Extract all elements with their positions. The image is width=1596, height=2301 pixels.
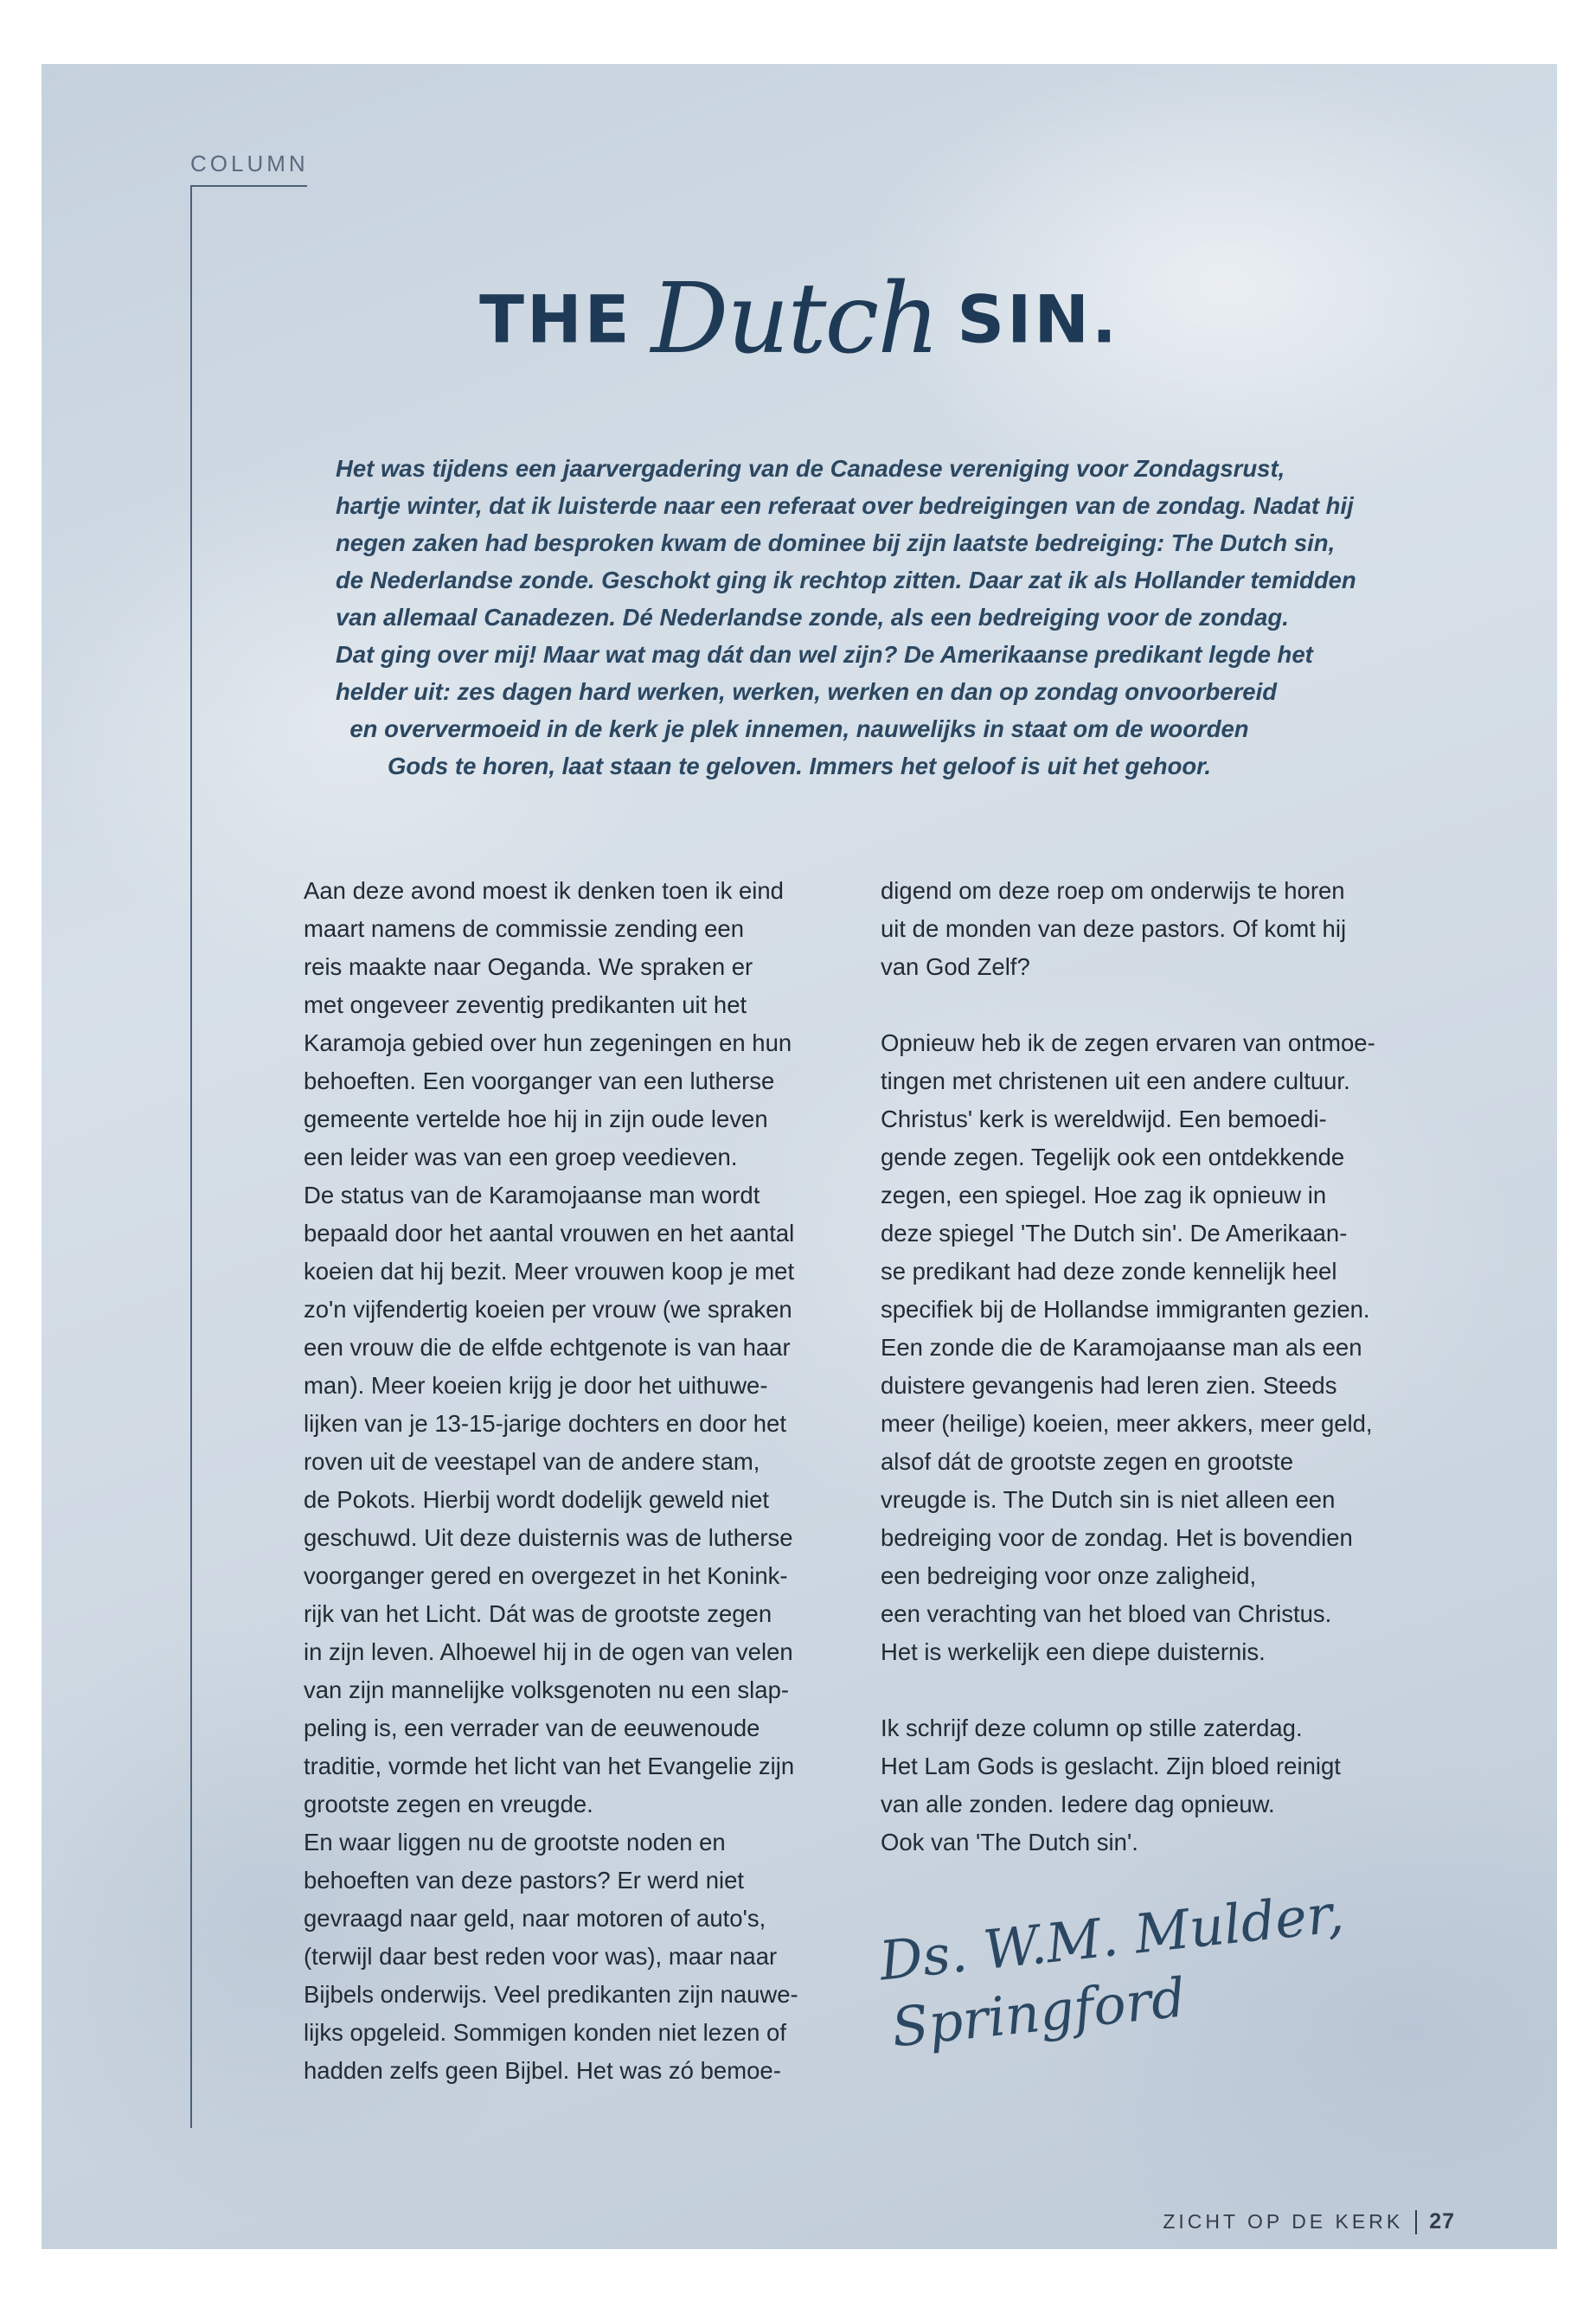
section-label: COLUMN <box>190 151 309 176</box>
body-line: Ik schrijf deze column op stille zaterdag. <box>881 1715 1303 1741</box>
body-line: uit de monden van deze pastors. Of komt hij <box>881 915 1347 942</box>
body-line: Christus' kerk is wereldwijd. Een bemoedi- <box>881 1106 1327 1132</box>
body-line: rijk van het Licht. Dát was de grootste zegen <box>304 1600 772 1627</box>
body-column-left <box>304 872 840 2090</box>
body-line: man). Meer koeien krijg je door het uithuwe- <box>304 1372 768 1399</box>
body-line: gende zegen. Tegelijk ook een ontdekkende <box>881 1144 1345 1170</box>
body-line: gevraagd naar geld, naar motoren of auto's, <box>304 1905 766 1932</box>
body-line: een leider was van een groep veedieven. <box>304 1144 738 1170</box>
intro-paragraph <box>336 450 1356 785</box>
body-line: deze spiegel 'The Dutch sin'. De Amerikaan- <box>881 1220 1348 1247</box>
body-line: specifiek bij de Hollandse immigranten gezien. <box>881 1296 1370 1323</box>
title-part-1: THE <box>479 280 632 358</box>
body-line: een verachting van het bloed van Christus. <box>881 1600 1332 1627</box>
body-line: gemeente vertelde hoe hij in zijn oude leven <box>304 1106 768 1132</box>
body-line: digend om deze roep om onderwijs te horen <box>881 877 1345 904</box>
body-line: de Pokots. Hierbij wordt dodelijk geweld niet <box>304 1486 770 1513</box>
body-line: zo'n vijfendertig koeien per vrouw (we spraken <box>304 1296 792 1323</box>
body-line: De status van de Karamojaanse man wordt <box>304 1182 760 1208</box>
body-line: met ongeveer zeventig predikanten uit het <box>304 991 747 1018</box>
body-line: grootste zegen en vreugde. <box>304 1791 593 1817</box>
body-line: Opnieuw heb ik de zegen ervaren van ontmoe- <box>881 1029 1375 1056</box>
body-line: bedreiging voor de zondag. Het is bovendien <box>881 1524 1353 1551</box>
signature-place: Springford <box>888 1965 1189 2060</box>
body-line: roven uit de veestapel van de andere stam, <box>304 1448 760 1475</box>
body-line: een bedreiging voor onze zaligheid, <box>881 1562 1257 1589</box>
body-line: behoeften van deze pastors? Er werd niet <box>304 1867 745 1894</box>
body-line: voorganger gered en overgezet in het Konink- <box>304 1562 788 1589</box>
body-line: Het is werkelijk een diepe duisternis. <box>881 1638 1266 1665</box>
intro-line: en oververmoeid in de kerk je plek innemen, nauwelijks in staat om de woorden <box>349 715 1249 742</box>
body-line: (terwijl daar best reden voor was), maar naar <box>304 1943 778 1970</box>
body-line: En waar liggen nu de grootste noden en <box>304 1829 726 1856</box>
body-line: van zijn mannelijke volksgenoten nu een slap- <box>304 1676 790 1703</box>
body-line: lijken van je 13-15-jarige dochters en door het <box>304 1410 786 1437</box>
body-line: koeien dat hij bezit. Meer vrouwen koop je met <box>304 1258 795 1285</box>
body-line: Een zonde die de Karamojaanse man als een <box>881 1334 1362 1361</box>
title-script-word: Dutch <box>651 263 939 375</box>
body-line: vreugde is. The Dutch sin is niet alleen een <box>881 1486 1336 1513</box>
intro-line: Gods te horen, laat staan te geloven. Immers het geloof is uit het gehoor. <box>388 753 1211 779</box>
intro-line: hartje winter, dat ik luisterde naar een referaat over bedreigingen van de zondag. Nadat hij <box>336 492 1354 519</box>
body-line: peling is, een verrader van de eeuwenoude <box>304 1715 760 1741</box>
intro-line: Het was tijdens een jaarvergadering van de Canadese vereniging voor Zondagsrust, <box>336 455 1285 482</box>
magazine-page <box>42 64 1557 2249</box>
body-line: zegen, een spiegel. Hoe zag ik opnieuw in <box>881 1182 1327 1208</box>
page-number: 27 <box>1429 2209 1455 2234</box>
intro-line: negen zaken had besproken kwam de dominee bij zijn laatste bedreiging: The Dutch sin, <box>336 529 1336 556</box>
body-line: Karamoja gebied over hun zegeningen en hun <box>304 1029 792 1056</box>
body-line: maart namens de commissie zending een <box>304 915 745 942</box>
body-line: Ook van 'The Dutch sin'. <box>881 1829 1138 1856</box>
body-line: van alle zonden. Iedere dag opnieuw. <box>881 1791 1275 1817</box>
body-line: tingen met christenen uit een andere cultuur. <box>881 1067 1350 1094</box>
body-line <box>881 1671 1443 1709</box>
author-signature <box>876 1880 1354 2062</box>
body-line: duistere gevangenis had leren zien. Steeds <box>881 1372 1337 1399</box>
intro-line: van allemaal Canadezen. Dé Nederlandse zonde, als een bedreiging voor de zondag. <box>336 604 1289 631</box>
body-line: hadden zelfs geen Bijbel. Het was zó bemoe- <box>304 2057 781 2084</box>
title-part-2: SIN. <box>957 280 1119 358</box>
article-title <box>42 263 1557 375</box>
footer-divider <box>1415 2210 1417 2234</box>
body-line: meer (heilige) koeien, meer akkers, meer geld, <box>881 1410 1373 1437</box>
body-line: een vrouw die de elfde echtgenote is van haar <box>304 1334 791 1361</box>
signature-name: Ds. W.M. Mulder, <box>876 1881 1347 1993</box>
body-line: Aan deze avond moest ik denken toen ik eind <box>304 877 784 904</box>
body-line: geschuwd. Uit deze duisternis was de lutherse <box>304 1524 793 1551</box>
intro-line: de Nederlandse zonde. Geschokt ging ik rechtop zitten. Daar zat ik als Hollander temidden <box>336 567 1356 593</box>
intro-line: Dat ging over mij! Maar wat mag dát dan wel zijn? De Amerikaanse predikant legde het <box>336 641 1313 668</box>
page-footer <box>1163 2209 1455 2234</box>
body-line: Het Lam Gods is geslacht. Zijn bloed reinigt <box>881 1753 1341 1779</box>
magazine-name: ZICHT OP DE KERK <box>1163 2210 1404 2233</box>
body-line: alsof dát de grootste zegen en grootste <box>881 1448 1293 1475</box>
intro-line: helder uit: zes dagen hard werken, werken, werken en dan op zondag onvoorbereid <box>336 678 1278 705</box>
body-line: traditie, vormde het licht van het Evangelie zijn <box>304 1753 795 1779</box>
body-line: bepaald door het aantal vrouwen en het aantal <box>304 1220 795 1247</box>
section-rule-horizontal <box>190 185 307 187</box>
body-line: se predikant had deze zonde kennelijk heel <box>881 1258 1337 1285</box>
body-line: in zijn leven. Alhoewel hij in de ogen van velen <box>304 1638 793 1665</box>
body-line: reis maakte naar Oeganda. We spraken er <box>304 953 753 980</box>
body-line: Bijbels onderwijs. Veel predikanten zijn nauwe- <box>304 1981 798 2008</box>
body-line: van God Zelf? <box>881 953 1030 980</box>
section-rule-vertical <box>190 185 192 2128</box>
body-column-right <box>881 872 1443 1862</box>
body-line <box>881 986 1443 1024</box>
body-line: behoeften. Een voorganger van een lutherse <box>304 1067 775 1094</box>
body-line: lijks opgeleid. Sommigen konden niet lezen of <box>304 2019 786 2046</box>
